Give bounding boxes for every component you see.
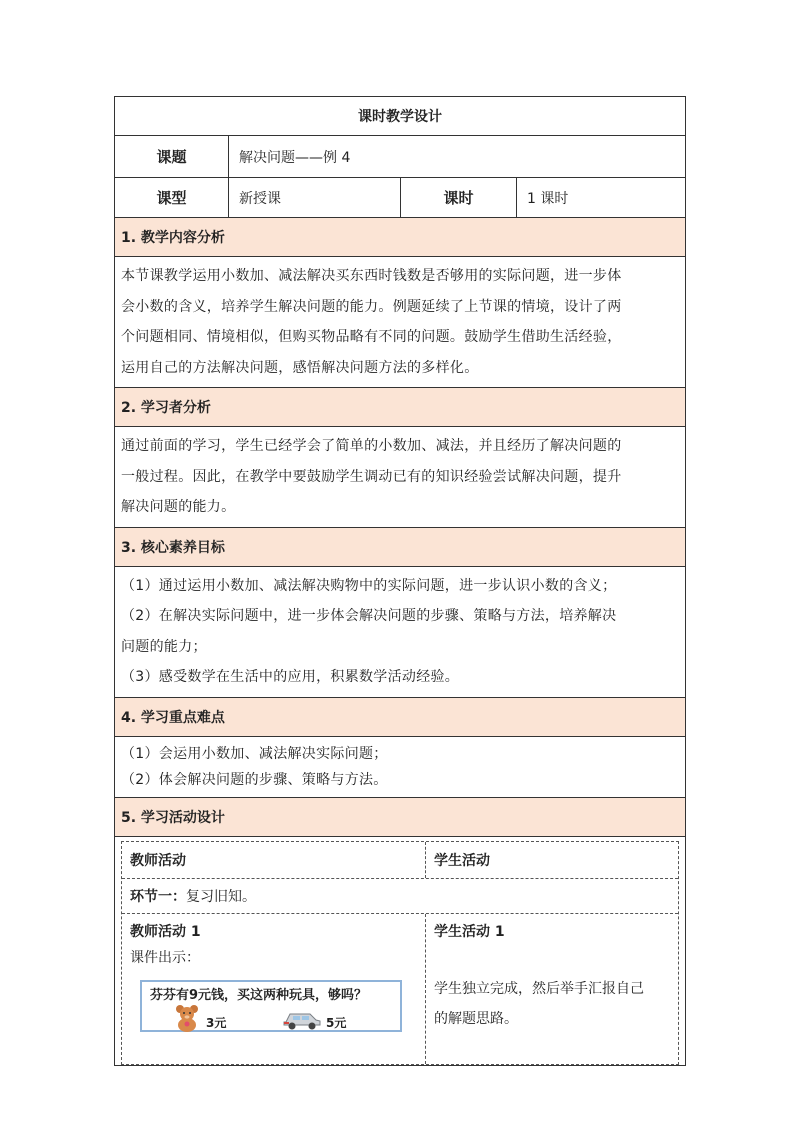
section-heading: 4. 学习重点难点	[115, 698, 685, 736]
bear-price: 3元	[206, 1015, 227, 1030]
stage-1	[122, 886, 256, 906]
text-line: （1）会运用小数加、减法解决实际问题；	[121, 745, 388, 762]
text-line: （2）在解决实际问题中，进一步体会解决问题的步骤、策略与方法，培养解决	[121, 608, 617, 624]
text-line: （2）体会解决问题的步骤、策略与方法。	[121, 771, 388, 788]
student-activity-1-text	[434, 974, 644, 1034]
section-2-body	[115, 427, 685, 528]
text-line: 通过前面的学习，学生已经学会了简单的小数加、减法，并且经历了解决问题的	[121, 438, 622, 454]
text-line: 运用自己的方法解决问题，感悟解决问题方法的多样化。	[121, 359, 479, 376]
toy-car-icon	[282, 1008, 322, 1030]
section-heading: 3. 核心素养目标	[115, 528, 685, 566]
section-heading: 1. 教学内容分析	[115, 218, 685, 256]
type-row	[115, 178, 685, 218]
stage-1-label: 环节一：	[130, 888, 186, 905]
title-row	[115, 97, 685, 136]
topic-value: 解决问题——例 4	[239, 149, 351, 166]
teacher-activity-1-cell	[122, 914, 426, 1064]
section-heading: 2. 学习者分析	[115, 388, 685, 426]
type-value: 新授课	[229, 178, 401, 217]
section-5-heading-row	[115, 798, 685, 837]
student-activity-1-cell	[426, 914, 644, 1064]
teacher-activity-1-title: 教师活动 1	[130, 923, 201, 940]
topic-row	[115, 136, 685, 178]
section-2-heading-row	[115, 388, 685, 427]
stage-1-text: 复习旧知。	[186, 888, 256, 905]
car-price: 5元	[326, 1015, 347, 1030]
text-line: 本节课教学运用小数加、减法解决买东西时钱数是否够用的实际问题，进一步体	[121, 268, 622, 284]
topic-label: 课题	[115, 136, 229, 177]
courseware-label: 课件出示：	[130, 949, 200, 966]
section-3-heading-row	[115, 528, 685, 567]
period-label: 课时	[401, 178, 517, 217]
section-paragraph	[115, 257, 685, 387]
text-line: 会小数的含义，培养学生解决问题的能力。例题延续了上节课的情境，设计了两	[121, 298, 622, 315]
text-line: 的解题思路。	[434, 1010, 518, 1027]
stage-1-row	[122, 879, 678, 914]
document-title: 课时教学设计	[358, 109, 442, 125]
teacher-activity-header: 教师活动	[122, 842, 426, 878]
text-line: （3）感受数学在生活中的应用，积累数学活动经验。	[121, 669, 460, 685]
section-4-body	[115, 737, 685, 798]
section-paragraph	[115, 427, 685, 527]
student-activity-1-title: 学生活动 1	[434, 923, 505, 940]
activity-1-row	[122, 914, 678, 1064]
courseware-image	[140, 980, 402, 1032]
text-line: 解决问题的能力。	[121, 499, 236, 515]
section-paragraph	[115, 567, 685, 697]
section-1-heading-row	[115, 218, 685, 257]
activity-area	[115, 841, 685, 1065]
text-line: 问题的能力；	[121, 638, 207, 655]
text-line: 学生独立完成，然后举手汇报自己	[434, 980, 644, 997]
text-line: 个问题相同、情境相似，但购买物品略有不同的问题。鼓励学生借助生活经验，	[121, 329, 622, 345]
text-line: 一般过程。因此，在教学中要鼓励学生调动已有的知识经验尝试解决问题，提升	[121, 468, 622, 485]
section-3-body	[115, 567, 685, 698]
section-4-heading-row	[115, 698, 685, 737]
section-paragraph	[115, 737, 685, 797]
courseware-question: 芬芬有9元钱，买这两种玩具，够吗？	[150, 987, 368, 1003]
section-1-body	[115, 257, 685, 388]
lesson-design-table	[114, 96, 686, 1066]
teddy-bear-icon	[172, 1004, 202, 1032]
activity-header-row	[122, 842, 678, 879]
type-label: 课型	[115, 178, 229, 217]
period-value: 1 课时	[527, 190, 569, 207]
section-heading: 5. 学习活动设计	[115, 798, 685, 836]
student-activity-header: 学生活动	[434, 852, 490, 869]
activity-table	[121, 841, 679, 1065]
text-line: （1）通过运用小数加、减法解决购物中的实际问题，进一步认识小数的含义；	[121, 577, 617, 594]
